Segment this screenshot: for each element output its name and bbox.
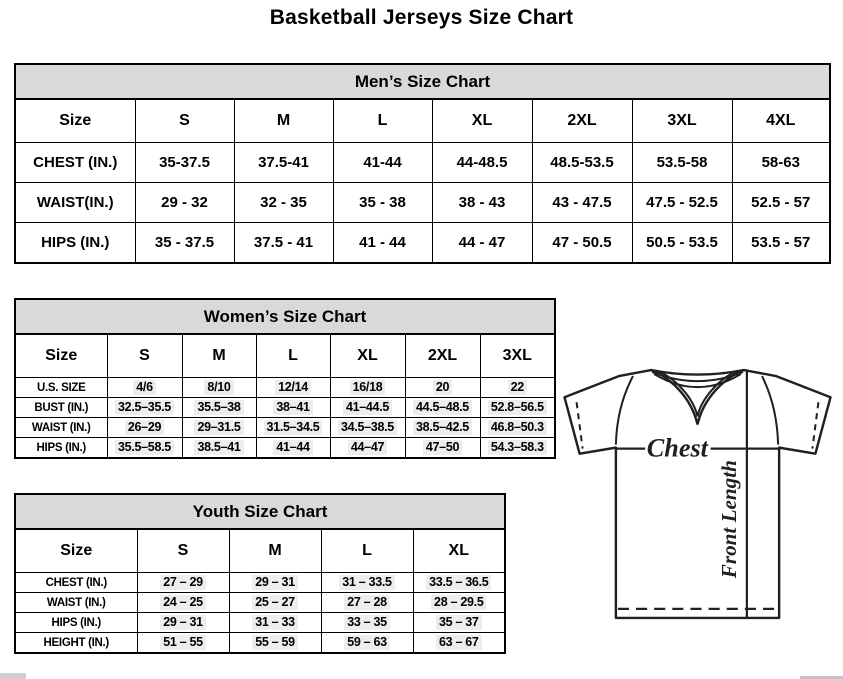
chart-title-bar: Women’s Size Chart xyxy=(15,299,555,334)
mens-chart-table xyxy=(14,63,831,264)
value-cell xyxy=(107,378,182,398)
value-cell xyxy=(480,438,555,459)
table-row xyxy=(15,593,505,613)
value-cell xyxy=(413,573,505,593)
value-cell: 50.5 - 53.5 xyxy=(632,223,732,264)
value-cell: 44-48.5 xyxy=(432,143,532,183)
value-text: 25 – 27 xyxy=(252,595,298,610)
header-cell: 3XL xyxy=(480,334,555,378)
value-cell: 41-44 xyxy=(333,143,432,183)
row-label: HIPS (IN.) xyxy=(15,438,107,459)
value-cell: 37.5-41 xyxy=(234,143,333,183)
value-cell xyxy=(107,418,182,438)
value-cell xyxy=(107,438,182,459)
scrollbar-fragment-left[interactable] xyxy=(0,673,26,679)
value-text: 27 – 28 xyxy=(344,595,390,610)
value-text: 31 – 33 xyxy=(252,615,298,630)
value-text: 52.8–56.5 xyxy=(488,400,547,415)
table-row xyxy=(15,143,830,183)
value-cell: 38 - 43 xyxy=(432,183,532,223)
value-text: 20 xyxy=(433,380,452,395)
row-label: CHEST (IN.) xyxy=(15,143,135,183)
header-cell: XL xyxy=(413,529,505,573)
value-cell xyxy=(480,418,555,438)
table-row xyxy=(15,573,505,593)
value-cell xyxy=(137,613,229,633)
value-text: 31 – 33.5 xyxy=(339,575,394,590)
value-text: 33 – 35 xyxy=(344,615,390,630)
front-length-label: Front Length xyxy=(716,460,741,579)
youth-size-chart-section xyxy=(14,493,504,654)
shirt-outline xyxy=(564,370,830,618)
value-cell: 41 - 44 xyxy=(333,223,432,264)
value-cell xyxy=(229,633,321,654)
value-cell xyxy=(321,573,413,593)
value-cell xyxy=(480,398,555,418)
header-cell: S xyxy=(107,334,182,378)
value-cell: 52.5 - 57 xyxy=(732,183,830,223)
header-cell: M xyxy=(234,99,333,143)
table-row xyxy=(15,398,555,418)
value-text: 44.5–48.5 xyxy=(413,400,472,415)
header-cell: 3XL xyxy=(632,99,732,143)
value-cell xyxy=(182,418,256,438)
value-cell xyxy=(182,378,256,398)
value-text: 63 – 67 xyxy=(436,635,482,650)
row-label: HIPS (IN.) xyxy=(15,613,137,633)
value-text: 33.5 – 36.5 xyxy=(426,575,491,590)
value-text: 51 – 55 xyxy=(160,635,206,650)
value-text: 27 – 29 xyxy=(160,575,206,590)
value-cell xyxy=(229,613,321,633)
header-cell: S xyxy=(137,529,229,573)
chest-label: Chest xyxy=(646,433,708,463)
value-cell xyxy=(330,378,405,398)
value-text: 22 xyxy=(508,380,527,395)
value-text: 12/14 xyxy=(275,380,311,395)
value-text: 59 – 63 xyxy=(344,635,390,650)
value-cell xyxy=(182,398,256,418)
header-cell: 2XL xyxy=(532,99,632,143)
value-cell: 47.5 - 52.5 xyxy=(632,183,732,223)
value-text: 46.8–50.3 xyxy=(488,420,547,435)
value-cell: 58-63 xyxy=(732,143,830,183)
value-cell: 32 - 35 xyxy=(234,183,333,223)
value-cell xyxy=(229,593,321,613)
value-text: 47–50 xyxy=(423,440,462,455)
value-text: 32.5–35.5 xyxy=(115,400,174,415)
value-cell xyxy=(137,593,229,613)
value-cell xyxy=(405,418,480,438)
value-cell: 44 - 47 xyxy=(432,223,532,264)
header-cell: 4XL xyxy=(732,99,830,143)
value-cell: 37.5 - 41 xyxy=(234,223,333,264)
value-cell xyxy=(480,378,555,398)
row-label: U.S. SIZE xyxy=(15,378,107,398)
value-cell: 48.5-53.5 xyxy=(532,143,632,183)
row-label: CHEST (IN.) xyxy=(15,573,137,593)
value-text: 31.5–34.5 xyxy=(264,420,323,435)
header-cell: M xyxy=(182,334,256,378)
value-text: 55 – 59 xyxy=(252,635,298,650)
row-label: HIPS (IN.) xyxy=(15,223,135,264)
value-cell xyxy=(321,613,413,633)
value-text: 38.5–41 xyxy=(194,440,243,455)
row-label: BUST (IN.) xyxy=(15,398,107,418)
value-cell xyxy=(256,398,330,418)
value-text: 34.5–38.5 xyxy=(338,420,397,435)
value-cell: 47 - 50.5 xyxy=(532,223,632,264)
value-cell xyxy=(137,633,229,654)
row-label: WAIST (IN.) xyxy=(15,593,137,613)
value-cell xyxy=(182,438,256,459)
header-cell: M xyxy=(229,529,321,573)
value-cell xyxy=(256,438,330,459)
row-label: WAIST (IN.) xyxy=(15,418,107,438)
header-cell: S xyxy=(135,99,234,143)
table-row xyxy=(15,378,555,398)
value-text: 29 – 31 xyxy=(160,615,206,630)
header-cell: Size xyxy=(15,529,137,573)
value-text: 4/6 xyxy=(133,380,155,395)
value-cell xyxy=(256,378,330,398)
value-text: 8/10 xyxy=(204,380,233,395)
value-text: 29 – 31 xyxy=(252,575,298,590)
value-text: 24 – 25 xyxy=(160,595,206,610)
row-label: HEIGHT (IN.) xyxy=(15,633,137,654)
value-text: 29–31.5 xyxy=(194,420,243,435)
value-text: 41–44.5 xyxy=(343,400,392,415)
value-cell xyxy=(413,593,505,613)
youth-chart-table xyxy=(14,493,506,654)
womens-size-chart-section xyxy=(14,298,554,459)
table-row xyxy=(15,613,505,633)
vneck-inner xyxy=(658,371,737,416)
value-cell xyxy=(229,573,321,593)
jersey-measurement-diagram xyxy=(558,366,836,628)
value-cell xyxy=(330,438,405,459)
womens-chart-table xyxy=(14,298,556,459)
value-cell: 53.5 - 57 xyxy=(732,223,830,264)
header-cell: L xyxy=(333,99,432,143)
value-text: 35.5–38 xyxy=(194,400,243,415)
value-text: 16/18 xyxy=(350,380,386,395)
chart-title-bar: Men’s Size Chart xyxy=(15,64,830,99)
value-cell: 29 - 32 xyxy=(135,183,234,223)
value-cell: 53.5-58 xyxy=(632,143,732,183)
value-text: 38.5–42.5 xyxy=(413,420,472,435)
table-row xyxy=(15,183,830,223)
value-cell xyxy=(405,438,480,459)
header-cell: 2XL xyxy=(405,334,480,378)
value-cell xyxy=(413,633,505,654)
page-title: Basketball Jerseys Size Chart xyxy=(269,6,574,29)
value-cell: 35 - 37.5 xyxy=(135,223,234,264)
value-cell: 43 - 47.5 xyxy=(532,183,632,223)
value-text: 38–41 xyxy=(273,400,312,415)
table-row xyxy=(15,223,830,264)
header-cell: XL xyxy=(432,99,532,143)
value-cell: 35 - 38 xyxy=(333,183,432,223)
value-cell xyxy=(413,613,505,633)
value-cell xyxy=(137,573,229,593)
value-cell: 35-37.5 xyxy=(135,143,234,183)
header-cell: XL xyxy=(330,334,405,378)
header-cell: L xyxy=(256,334,330,378)
chart-title-bar: Youth Size Chart xyxy=(15,494,505,529)
row-label: WAIST(IN.) xyxy=(15,183,135,223)
header-cell: Size xyxy=(15,99,135,143)
value-cell xyxy=(330,398,405,418)
value-text: 35 – 37 xyxy=(436,615,482,630)
header-cell: Size xyxy=(15,334,107,378)
value-cell xyxy=(321,633,413,654)
value-text: 54.3–58.3 xyxy=(488,440,547,455)
mens-size-chart-section xyxy=(14,63,829,264)
table-row xyxy=(15,633,505,654)
value-text: 28 – 29.5 xyxy=(431,595,486,610)
table-row xyxy=(15,438,555,459)
value-text: 44–47 xyxy=(348,440,387,455)
table-row xyxy=(15,418,555,438)
value-cell xyxy=(405,378,480,398)
value-text: 41–44 xyxy=(273,440,312,455)
value-cell xyxy=(330,418,405,438)
value-text: 35.5–58.5 xyxy=(115,440,174,455)
value-cell xyxy=(256,418,330,438)
value-cell xyxy=(107,398,182,418)
value-cell xyxy=(405,398,480,418)
jersey-svg xyxy=(558,366,836,628)
value-text: 26–29 xyxy=(125,420,164,435)
value-cell xyxy=(321,593,413,613)
header-cell: L xyxy=(321,529,413,573)
